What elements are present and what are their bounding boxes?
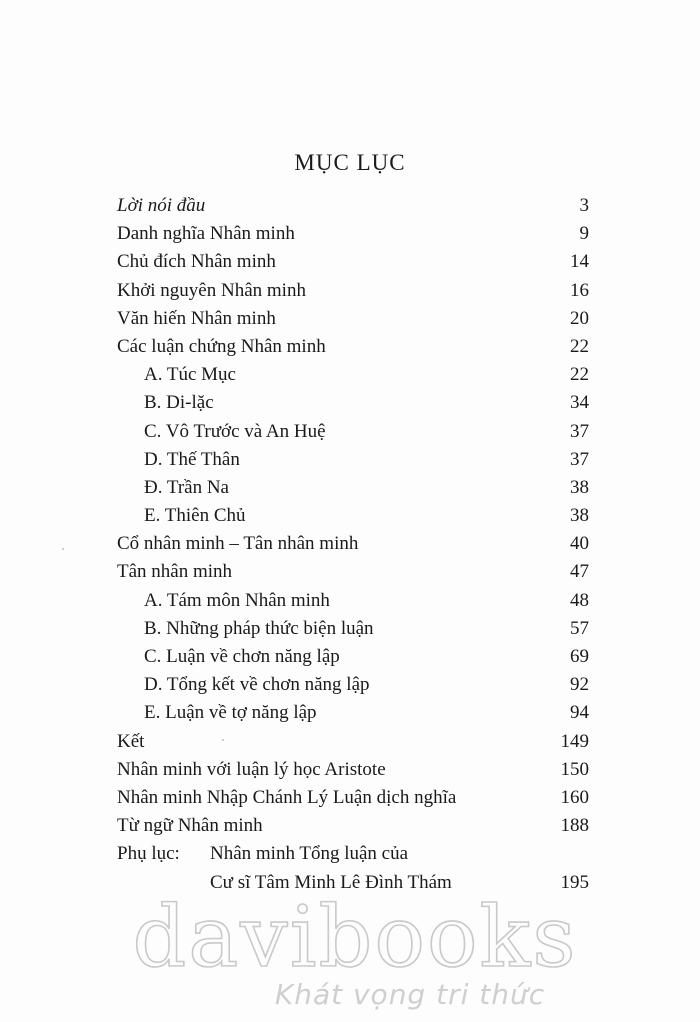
toc-entry-page: 188 [560,815,589,837]
toc-subentry[interactable] [117,446,589,474]
toc-entry-page: 160 [560,786,589,808]
toc-entry-page: 94 [570,702,589,724]
toc-entry[interactable] [117,728,589,756]
toc-entry-page: 69 [570,646,589,667]
toc-entry-label: A. Tám môn Nhân minh [144,589,330,611]
scan-speck [62,548,64,550]
toc-entry-page: 14 [570,251,589,273]
table-of-contents [117,192,589,897]
toc-subentry[interactable] [117,361,589,389]
toc-entry-page: 22 [570,364,589,386]
toc-entry-page: 40 [570,533,589,555]
toc-entry[interactable] [117,192,589,220]
toc-entry-label: Tân nhân minh [117,561,233,583]
toc-subentry[interactable] [117,418,589,446]
toc-entry-page: 34 [570,392,589,414]
toc-subentry[interactable] [117,502,589,530]
toc-appendix-line1[interactable] [117,840,589,868]
toc-entry-label: Nhân minh Tổng luận của [210,843,409,865]
toc-entry[interactable] [117,305,589,333]
toc-entry-page: 37 [570,420,589,442]
toc-entry-page: 22 [570,335,589,357]
toc-entry-label: Khởi nguyên Nhân minh [117,279,306,301]
toc-entry-label: Kết [117,730,145,752]
toc-entry-page: 195 [560,871,589,893]
toc-entry-page: 9 [579,223,589,245]
toc-entry-page: 92 [570,674,589,696]
toc-appendix-line2[interactable] [117,869,589,897]
watermark-logo: davibooks [132,888,578,986]
toc-entry[interactable] [117,558,589,586]
toc-entry-label: Chủ đích Nhân minh [117,251,276,273]
toc-entry-label: A. Túc Mục [144,364,236,386]
toc-entry[interactable] [117,812,589,840]
toc-entry-label: Nhân minh với luận lý học Aristote [117,758,386,780]
toc-entry-page: 3 [579,195,589,216]
toc-entry[interactable] [117,220,589,248]
toc-entry-page: 37 [570,448,589,470]
toc-subentry[interactable] [117,671,589,699]
toc-subentry[interactable] [117,587,589,615]
toc-entry-page: 38 [570,505,589,527]
toc-subentry[interactable] [117,615,589,643]
watermark-tagline: Khát vọng tri thức [274,978,546,1011]
toc-entry-label: Lời nói đầu [117,195,206,216]
toc-entry-label: E. Thiên Chủ [144,505,246,527]
toc-entry[interactable] [117,756,589,784]
toc-entry[interactable] [117,248,589,276]
toc-subentry[interactable] [117,389,589,417]
toc-entry[interactable] [117,333,589,361]
toc-entry-label: Văn hiến Nhân minh [117,307,276,329]
toc-entry-label: E. Luận về tợ năng lập [144,702,317,724]
toc-entry-page: 150 [560,758,589,780]
toc-entry-page: 38 [570,476,589,498]
toc-entry-label: C. Luận về chơn năng lập [144,646,340,667]
scan-speck [222,739,224,741]
toc-entry-label: Nhân minh Nhập Chánh Lý Luận dịch nghĩa [117,786,457,808]
toc-entry-page: 47 [570,561,589,583]
toc-entry-label: Cư sĩ Tâm Minh Lê Đình Thám [210,871,452,893]
toc-entry-page: 16 [570,279,589,301]
toc-appendix-prefix: Phụ lục: [117,843,180,865]
toc-entry[interactable] [117,277,589,305]
toc-entry-label: Các luận chứng Nhân minh [117,335,326,357]
toc-entry-label: D. Thế Thân [144,448,240,470]
toc-entry-label: B. Di-lặc [144,392,214,414]
toc-entry-page: 149 [560,730,589,752]
toc-entry-label: D. Tổng kết về chơn năng lập [144,674,370,696]
toc-subentry[interactable] [117,643,589,671]
toc-entry-label: Danh nghĩa Nhân minh [117,223,295,245]
toc-entry-page: 48 [570,589,589,611]
toc-subentry[interactable] [117,699,589,727]
toc-subentry[interactable] [117,474,589,502]
toc-entry[interactable] [117,784,589,812]
toc-entry-label: Từ ngữ Nhân minh [117,815,263,837]
toc-entry-label: C. Vô Trước và An Huệ [144,420,326,442]
toc-entry-page: 20 [570,307,589,329]
toc-entry-label: B. Những pháp thức biện luận [144,617,374,639]
toc-entry-label: Cổ nhân minh – Tân nhân minh [117,533,359,555]
toc-entry-page: 57 [570,617,589,639]
page-title: MỤC LỤC [294,150,406,175]
toc-entry-label: Đ. Trần Na [144,476,229,498]
toc-entry[interactable] [117,530,589,558]
